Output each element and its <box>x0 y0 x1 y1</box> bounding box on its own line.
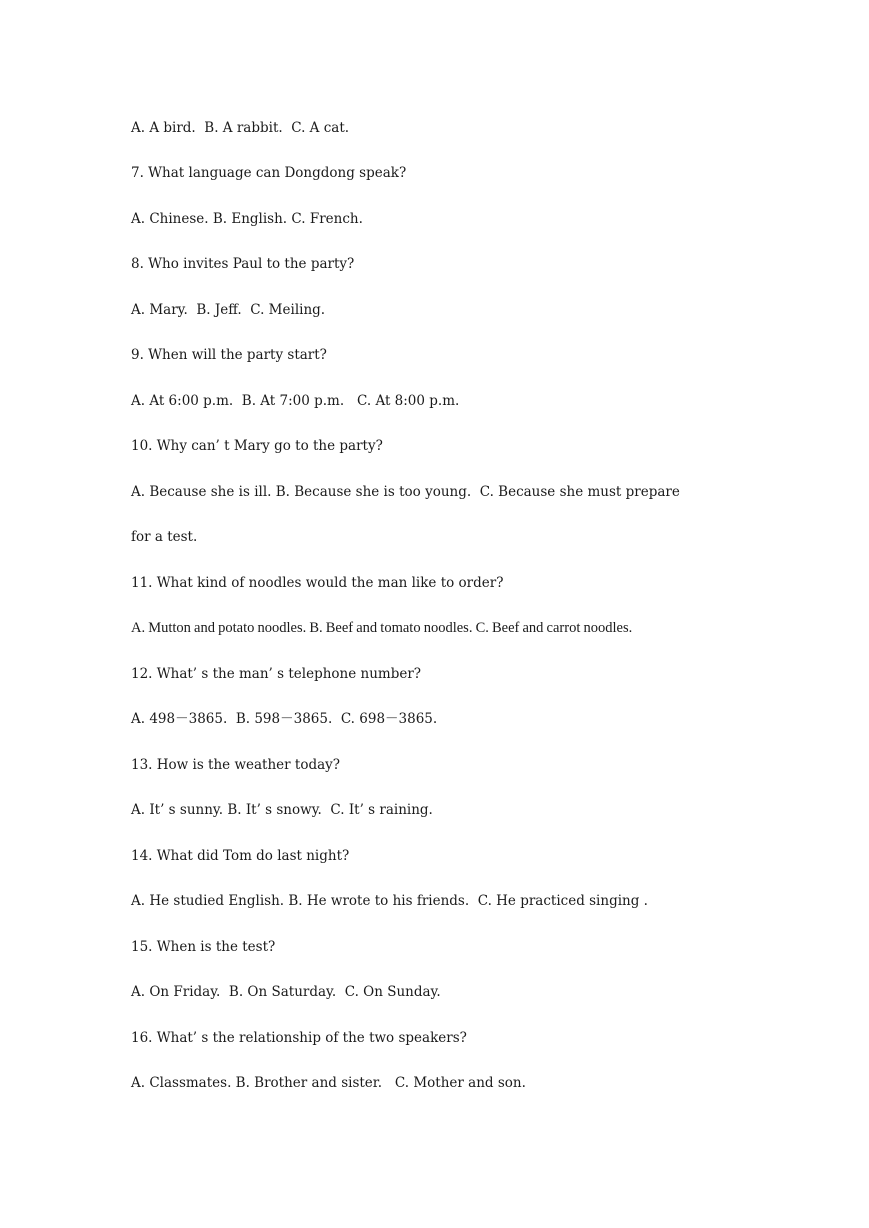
answer-options-15: A. On Friday. B. On Saturday. C. On Sunday. <box>131 984 441 1000</box>
answer-options-10-continued: for a test. <box>131 529 198 545</box>
question-10: 10. Why can’ t Mary go to the party? <box>131 438 383 454</box>
question-7: 7. What language can Dongdong speak? <box>131 165 407 181</box>
answer-options-13: A. It’ s sunny. B. It’ s snowy. C. It’ s raining. <box>131 802 433 818</box>
question-12: 12. What’ s the man’ s telephone number? <box>131 666 422 682</box>
answer-options-line: A. A bird. B. A rabbit. C. A cat. <box>131 120 350 136</box>
question-8: 8. Who invites Paul to the party? <box>131 256 355 272</box>
question-9: 9. When will the party start? <box>131 347 327 363</box>
question-14: 14. What did Tom do last night? <box>131 848 350 864</box>
question-16: 16. What’ s the relationship of the two speakers? <box>131 1030 467 1046</box>
answer-options-8: A. Mary. B. Jeff. C. Meiling. <box>131 302 326 318</box>
question-11: 11. What kind of noodles would the man like to order? <box>131 575 504 591</box>
answer-options-11: A. Mutton and potato noodles. B. Beef and tomato noodles. C. Beef and carrot noodles. <box>131 620 633 636</box>
answer-options-16: A. Classmates. B. Brother and sister. C. Mother and son. <box>131 1075 526 1091</box>
answer-options-12: A. 498－3865. B. 598－3865. C. 698－3865. <box>131 711 438 727</box>
answer-options-7: A. Chinese. B. English. C. French. <box>131 211 363 227</box>
answer-options-9: A. At 6:00 p.m. B. At 7:00 p.m. C. At 8:00 p.m. <box>131 393 460 409</box>
question-13: 13. How is the weather today? <box>131 757 340 773</box>
answer-options-14: A. He studied English. B. He wrote to his friends. C. He practiced singing . <box>131 893 648 909</box>
answer-options-10: A. Because she is ill. B. Because she is too young. C. Because she must prepare <box>131 484 680 500</box>
question-15: 15. When is the test? <box>131 939 276 955</box>
